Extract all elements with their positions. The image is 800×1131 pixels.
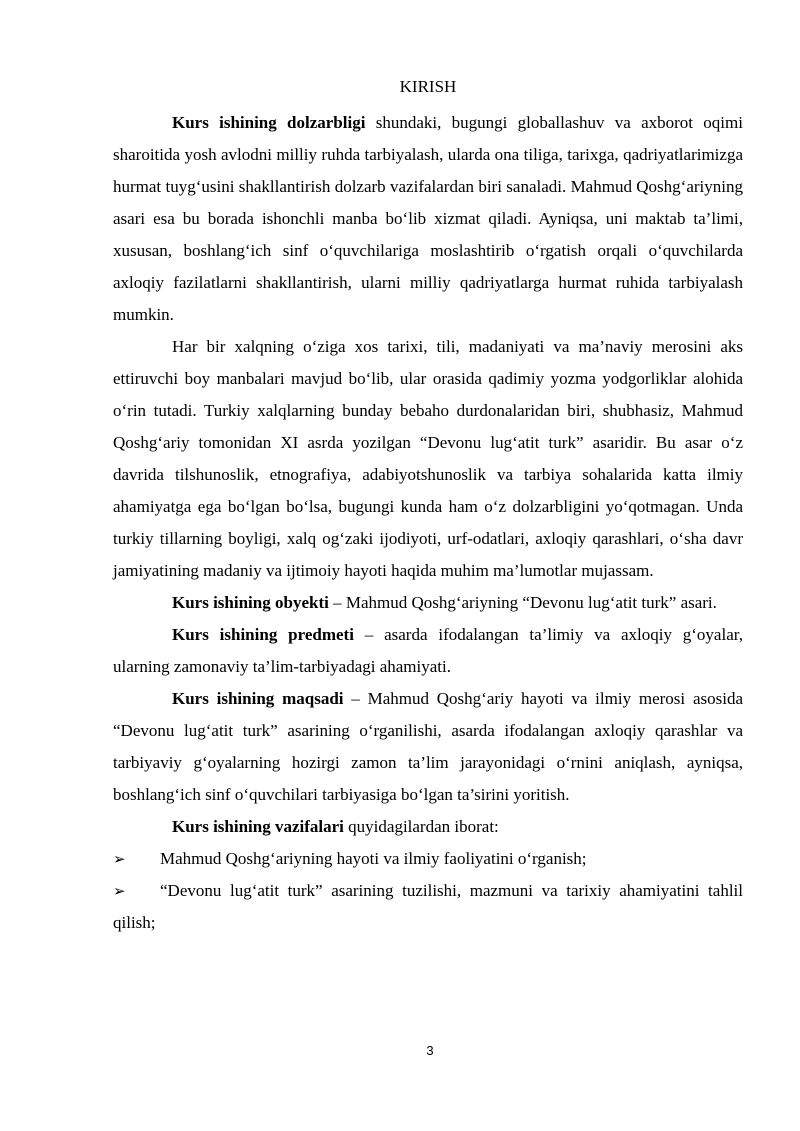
arrow-bullet-icon: ➢ (113, 850, 126, 868)
paragraph-relevance (113, 107, 743, 331)
arrow-bullet-icon: ➢ (113, 882, 126, 900)
list-item-text: Mahmud Qoshg‘ariyning hayoti va ilmiy faoliyatini o‘rganish; (160, 849, 587, 868)
paragraph-goal (113, 683, 743, 811)
paragraph-lead: Kurs ishining dolzarbligi (172, 113, 366, 132)
list-item (113, 843, 743, 875)
paragraph-text: quyidagilardan iborat: (343, 817, 499, 836)
paragraph-lead: Kurs ishining vazifalari (172, 817, 344, 836)
paragraph-object (113, 587, 743, 619)
paragraph-text: Har bir xalqning o‘ziga xos tarixi, tili, madaniyati va ma’naviy merosini aks ettiruvchi boy manbalari mavjud bo‘lib, ular orasida qadimiy yozma yodgorliklar alohida o‘rin tutadi. Turkiy xalqlarning bunday bebaho durdonalaridan biri, shubhasiz, Mahmud Qoshg‘ariy tomonidan XI asrda yozilgan “Devonu lug‘atit turk” asaridir. Bu asar o‘z davrida tilshunoslik, etnografiya, adabiyotshunoslik va tarbiya sohalarida katta ilmiy ahamiyatga ega bo‘lgan bo‘lsa, bugungi kunda ham o‘z dolzarbligini yo‘qotmagan. Unda turkiy tillarning boyligi, xalq og‘zaki ijodiyoti, urf-odatlari, axloqiy qarashlari, o‘sha davr jamiyatining madaniy va ijtimoiy hayoti haqida muhim ma’lumotlar mujassam. (113, 337, 743, 580)
paragraph-lead: Kurs ishining obyekti (172, 593, 329, 612)
section-heading: KIRISH (399, 77, 457, 96)
page-number: 3 (426, 1043, 434, 1058)
paragraph-text: – asarda ifodalangan ta’limiy va axloqiy g‘oyalar, ularning zamonaviy ta’lim-tarbiyadagi ahamiyati. (113, 625, 743, 676)
paragraph-subject (113, 619, 743, 683)
list-item (113, 875, 743, 939)
paragraph-text: – Mahmud Qoshg‘ariy hayoti va ilmiy merosi asosida “Devonu lug‘atit turk” asarining o‘rganilishi, asarda ifodalangan axloqiy qarashlar va tarbiyaviy g‘oyalarning hozirgi zamon ta’lim jarayonidagi o‘rnini aniqlash, ayniqsa, boshlang‘ich sinf o‘quvchilari tarbiyasiga bo‘lgan ta’sirini yoritish. (113, 689, 743, 804)
document-page (113, 76, 743, 939)
paragraph-tasks (113, 811, 743, 843)
paragraph-lead: Kurs ishining predmeti (172, 625, 354, 644)
paragraph-lead: Kurs ishining maqsadi (172, 689, 344, 708)
paragraph-background (113, 331, 743, 587)
paragraph-text: shundaki, bugungi globallashuv va axborot oqimi sharoitida yosh avlodni milliy ruhda tarbiyalash, ularda ona tiliga, tarixga, qadriyatlarimizga hurmat tuyg‘usini shakllantirish dolzarb vazifalardan biri sanaladi. Mahmud Qoshg‘ariyning asari esa bu borada ishonchli manba bo‘lib xizmat qiladi. Ayniqsa, uni maktab ta’limi, xususan, boshlang‘ich sinf o‘quvchilariga moslashtirib o‘rgatish orqali o‘quvchilarda axloqiy fazilatlarni shakllantirish, ularni milliy qadriyatlarga hurmat ruhida tarbiyalash mumkin. (113, 113, 743, 324)
list-item-text: “Devonu lug‘atit turk” asarining tuzilishi, mazmuni va tarixiy ahamiyatini tahlil qilish; (113, 881, 743, 932)
paragraph-text: – Mahmud Qoshg‘ariyning “Devonu lug‘atit turk” asari. (328, 593, 717, 612)
